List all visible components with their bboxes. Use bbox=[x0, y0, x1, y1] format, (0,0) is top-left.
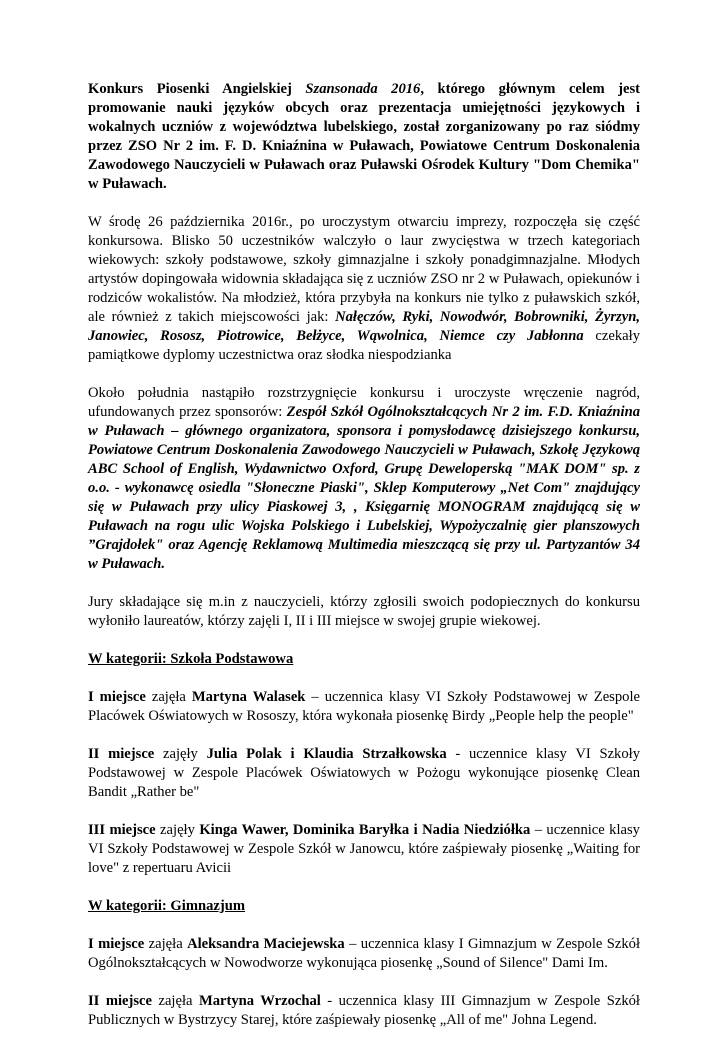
primary-second-place bbox=[88, 745, 640, 802]
laureate-description: – uczennica klasy I Gimnazjum w Zespole Szkół Ogólnokształcących w Nowodworze wykonująca piosenkę „Sound of Silence" Dami Im. bbox=[88, 936, 641, 971]
document-body bbox=[88, 80, 640, 1049]
verb: zajęła bbox=[144, 936, 188, 952]
laureate-name: Martyna Walasek bbox=[191, 689, 306, 705]
place-label: I miejsce bbox=[88, 936, 145, 952]
laureate-name: Kinga Wawer, Dominika Baryłka i Nadia Niedziółka bbox=[199, 822, 531, 838]
laureate-name: Aleksandra Maciejewska bbox=[187, 936, 345, 952]
jury-paragraph: Jury składające się m.in z nauczycieli, którzy zgłosili swoich podopiecznych do konkursu wyłoniło laureatów, którzy zajęli I, II i III miejsce w swojej grupie wiekowej. bbox=[88, 594, 640, 629]
verb: zajęła bbox=[145, 689, 192, 705]
primary-third-place bbox=[88, 821, 640, 878]
primary-first-place bbox=[88, 688, 640, 726]
place-label: I miejsce bbox=[88, 689, 146, 705]
category-heading-primary: W kategorii: Szkoła Podstawowa bbox=[88, 651, 294, 667]
gymnasium-first-place bbox=[88, 935, 640, 973]
intro-paragraph bbox=[88, 80, 640, 194]
place-label: II miejsce bbox=[88, 993, 153, 1009]
sponsors-list: Zespół Szkół Ogólnokształcących Nr 2 im. F.D. Kniaźnina w Puławach – głównego organizatora, sponsora i pomysłodawcę dzisiejszego konkursu, Powiatowe Centrum Doskonalenia Zawodowego Nauczycieli w Puławach, Szkołę Językową ABC School of English, Wydawnictwo Oxford, Grupę Deweloperską "MAK DOM" sp. z o.o. - wykonawcę osiedla "Słoneczne Piaski", Sklep Komputerowy „Net Com" znajdujący się w Puławach przy ulicy Piaskowej 3, , Księgarnię MONOGRAM znajdującą się w Puławach na rogu ulic Wojska Polskiego i Lubelskiej, Wypożyczalnię gier planszowych ”Grajdołek" oraz Agencję Reklamową Multimedia mieszczącą się przy ul. Partyzantów 34 w Puławach. bbox=[88, 404, 640, 572]
towns-list: Nałęczów, Ryki, Nowodwór, Bobrowniki, Żyrzyn, Janowiec, Rososz, Piotrowice, Bełżyce, Wąwolnica, Niemce czy Jabłonna bbox=[88, 309, 640, 344]
sponsors-intro: Około południa nastąpiło rozstrzygnięcie konkursu i uroczyste wręczenie nagród, ufundowanych przez sponsorów: bbox=[88, 385, 640, 420]
laureate-description: – uczennica klasy VI Szkoły Podstawowej w Zespole Placówek Oświatowych w Rososzy, która wykonała piosenkę Birdy „People help the people" bbox=[88, 689, 640, 724]
verb: zajęły bbox=[154, 746, 207, 762]
place-label: II miejsce bbox=[88, 746, 155, 762]
sponsors-paragraph bbox=[88, 384, 640, 574]
gymnasium-second-place bbox=[88, 992, 640, 1030]
verb: zajęła bbox=[152, 993, 199, 1009]
place-label: III miejsce bbox=[88, 822, 156, 838]
laureate-name: Julia Polak i Klaudia Strzałkowska bbox=[206, 746, 447, 762]
laureate-name: Martyna Wrzochal bbox=[198, 993, 321, 1009]
event-name: Szansonada 2016 bbox=[305, 81, 421, 97]
verb: zajęły bbox=[155, 822, 200, 838]
laureate-description: - uczennice klasy VI Szkoły Podstawowej w Zespole Placówek Oświatowych w Pożogu wykonujące piosenkę Clean Bandit „Rather be" bbox=[88, 746, 640, 800]
laureate-description: – uczennice klasy VI Szkoły Podstawowej w Zespole Szkół w Janowcu, które zaśpiewały piosenkę „Waiting for love" z repertuaru Avicii bbox=[88, 822, 640, 876]
intro-text-rest: , którego głównym celem jest promowanie nauki języków obcych oraz prezentacja umiejętności językowych i wokalnych uczniów z województwa lubelskiego, został zorganizowany po raz siódmy przez ZSO Nr 2 im. F. D. Kniaźnina w Puławach, Powiatowe Centrum Doskonalenia Zawodowego Nauczycieli w Puławach oraz Puławski Ośrodek Kultury "Dom Chemika" w Puławach. bbox=[88, 81, 641, 192]
intro-text: Konkurs Piosenki Angielskiej bbox=[88, 81, 306, 97]
laureate-description: - uczennica klasy III Gimnazjum w Zespole Szkół Publicznych w Bystrzycy Starej, które zaśpiewały piosenkę „All of me" Johna Legend. bbox=[88, 993, 640, 1028]
contest-text-rest: czekały pamiątkowe dyplomy uczestnictwa oraz słodka niespodzianka bbox=[88, 328, 640, 363]
contest-text: W środę 26 października 2016r., po uroczystym otwarciu imprezy, rozpoczęła się część konkursowa. Blisko 50 uczestników walczyło o laur zwycięstwa w trzech kategoriach wiekowych: szkoły podstawowe, szkoły gimnazjalne i szkoły ponadgimnazjalne. Młodych artystów dopingowała widownia składająca się z uczniów ZSO nr 2 w Puławach, opiekunów i rodziców wokalistów. Na młodzież, która przybyła na konkurs nie tylko z puławskich szkół, ale również z takich miejscowości jak: bbox=[88, 214, 640, 325]
category-heading-gymnasium: W kategorii: Gimnazjum bbox=[88, 898, 246, 914]
contest-paragraph bbox=[88, 213, 640, 365]
